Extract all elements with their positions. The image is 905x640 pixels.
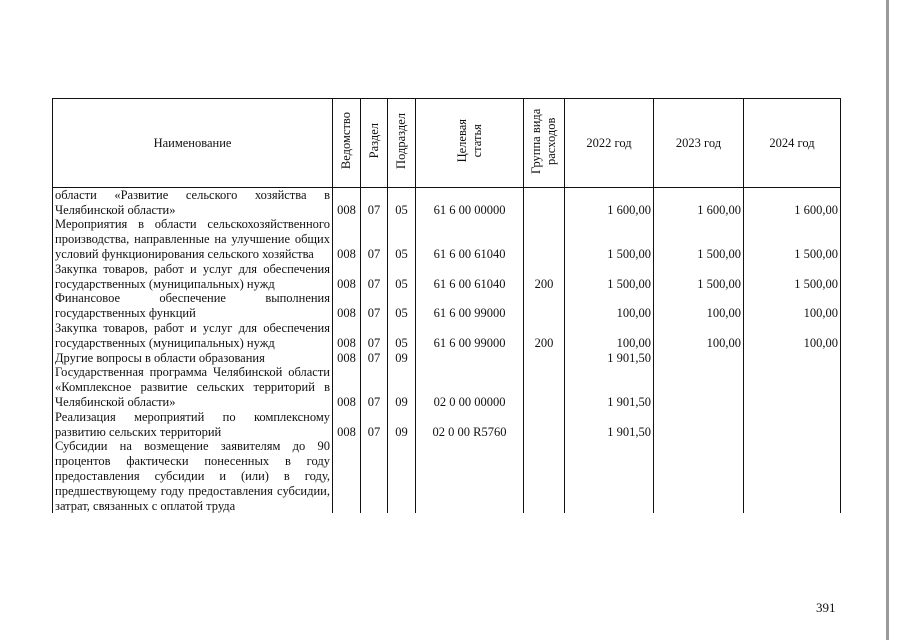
cell-2023: 1 500,00 xyxy=(654,262,744,292)
cell-name: Мероприятия в области сельскохозяйственного производства, направленные на улучшение общих условий функционирования сельского хозяйства xyxy=(53,217,333,261)
cell-razdel: 07 xyxy=(361,217,388,261)
cell-2022: 1 600,00 xyxy=(565,187,654,217)
table-row xyxy=(53,262,841,292)
cell-target xyxy=(416,351,524,366)
cell-2024 xyxy=(744,410,841,440)
header-2024: 2024 год xyxy=(744,99,841,188)
table-row xyxy=(53,439,841,513)
cell-2023 xyxy=(654,410,744,440)
cell-group xyxy=(524,217,565,261)
cell-2022: 1 500,00 xyxy=(565,262,654,292)
cell-podrazdel: 05 xyxy=(388,187,416,217)
cell-podrazdel xyxy=(388,439,416,513)
table-row xyxy=(53,365,841,409)
cell-2022: 1 901,50 xyxy=(565,410,654,440)
cell-name: Реализация мероприятий по комплексному развитию сельских территорий xyxy=(53,410,333,440)
cell-name: Государственная программа Челябинской области «Комплексное развитие сельских территорий в Челябинской области» xyxy=(53,365,333,409)
cell-2024 xyxy=(744,439,841,513)
cell-group: 200 xyxy=(524,262,565,292)
cell-2023: 1 500,00 xyxy=(654,217,744,261)
cell-vedomstvo: 008 xyxy=(333,351,361,366)
cell-razdel: 07 xyxy=(361,187,388,217)
cell-name: Закупка товаров, работ и услуг для обеспечения государственных (муниципальных) нужд xyxy=(53,262,333,292)
cell-2023 xyxy=(654,365,744,409)
cell-2022: 1 901,50 xyxy=(565,351,654,366)
header-podrazdel: Подраздел xyxy=(388,99,416,188)
page-number: 391 xyxy=(816,600,836,615)
table-row xyxy=(53,187,841,217)
cell-group xyxy=(524,439,565,513)
cell-target: 61 6 00 00000 xyxy=(416,187,524,217)
header-vedomstvo: Ведомство xyxy=(333,99,361,188)
cell-podrazdel: 09 xyxy=(388,410,416,440)
cell-razdel: 07 xyxy=(361,262,388,292)
cell-group xyxy=(524,351,565,366)
cell-vedomstvo: 008 xyxy=(333,217,361,261)
cell-razdel: 07 xyxy=(361,365,388,409)
cell-name: Субсидии на возмещение заявителям до 90 процентов фактически понесенных в году предоставления субсидии и (или) в году, предшествующему году предоставления субсидии, затрат, связанных с оплатой труда xyxy=(53,439,333,513)
cell-vedomstvo: 008 xyxy=(333,365,361,409)
budget-table xyxy=(52,98,841,513)
cell-2023: 1 600,00 xyxy=(654,187,744,217)
table-header-row xyxy=(53,99,841,188)
cell-podrazdel: 05 xyxy=(388,321,416,351)
cell-vedomstvo: 008 xyxy=(333,321,361,351)
cell-2023 xyxy=(654,439,744,513)
cell-2024: 1 500,00 xyxy=(744,262,841,292)
cell-vedomstvo xyxy=(333,439,361,513)
table-body xyxy=(53,187,841,513)
cell-vedomstvo: 008 xyxy=(333,291,361,321)
cell-2022: 100,00 xyxy=(565,321,654,351)
header-razdel: Раздел xyxy=(361,99,388,188)
cell-target: 61 6 00 61040 xyxy=(416,217,524,261)
cell-name: Закупка товаров, работ и услуг для обеспечения государственных (муниципальных) нужд xyxy=(53,321,333,351)
header-target: Целевая статья xyxy=(416,99,524,188)
cell-2024 xyxy=(744,365,841,409)
cell-name: Другие вопросы в области образования xyxy=(53,351,333,366)
cell-2022: 100,00 xyxy=(565,291,654,321)
cell-target: 02 0 00 00000 xyxy=(416,365,524,409)
cell-name: Финансовое обеспечение выполнения государственных функций xyxy=(53,291,333,321)
cell-group xyxy=(524,365,565,409)
cell-target: 02 0 00 R5760 xyxy=(416,410,524,440)
cell-podrazdel: 05 xyxy=(388,217,416,261)
cell-target: 61 6 00 99000 xyxy=(416,321,524,351)
cell-2024: 100,00 xyxy=(744,291,841,321)
table-row xyxy=(53,410,841,440)
table-row xyxy=(53,351,841,366)
cell-vedomstvo: 008 xyxy=(333,187,361,217)
cell-razdel: 07 xyxy=(361,351,388,366)
header-name: Наименование xyxy=(53,99,333,188)
table-row xyxy=(53,217,841,261)
cell-name: области «Развитие сельского хозяйства в Челябинской области» xyxy=(53,187,333,217)
cell-target: 61 6 00 61040 xyxy=(416,262,524,292)
cell-2023: 100,00 xyxy=(654,291,744,321)
cell-vedomstvo: 008 xyxy=(333,410,361,440)
cell-target xyxy=(416,439,524,513)
cell-2022: 1 500,00 xyxy=(565,217,654,261)
cell-group xyxy=(524,291,565,321)
cell-2024: 100,00 xyxy=(744,321,841,351)
table-row xyxy=(53,321,841,351)
cell-podrazdel: 05 xyxy=(388,291,416,321)
cell-group xyxy=(524,187,565,217)
cell-podrazdel: 05 xyxy=(388,262,416,292)
cell-razdel: 07 xyxy=(361,410,388,440)
cell-2022 xyxy=(565,439,654,513)
table-row xyxy=(53,291,841,321)
cell-group xyxy=(524,410,565,440)
cell-razdel: 07 xyxy=(361,291,388,321)
cell-2024: 1 500,00 xyxy=(744,217,841,261)
header-group: Группа вида расходов xyxy=(524,99,565,188)
cell-group: 200 xyxy=(524,321,565,351)
cell-podrazdel: 09 xyxy=(388,351,416,366)
cell-target: 61 6 00 99000 xyxy=(416,291,524,321)
cell-razdel xyxy=(361,439,388,513)
cell-2023 xyxy=(654,351,744,366)
header-2023: 2023 год xyxy=(654,99,744,188)
cell-2022: 1 901,50 xyxy=(565,365,654,409)
cell-razdel: 07 xyxy=(361,321,388,351)
cell-vedomstvo: 008 xyxy=(333,262,361,292)
header-2022: 2022 год xyxy=(565,99,654,188)
page-edge-bar xyxy=(886,0,889,640)
cell-podrazdel: 09 xyxy=(388,365,416,409)
cell-2023: 100,00 xyxy=(654,321,744,351)
cell-2024 xyxy=(744,351,841,366)
cell-2024: 1 600,00 xyxy=(744,187,841,217)
